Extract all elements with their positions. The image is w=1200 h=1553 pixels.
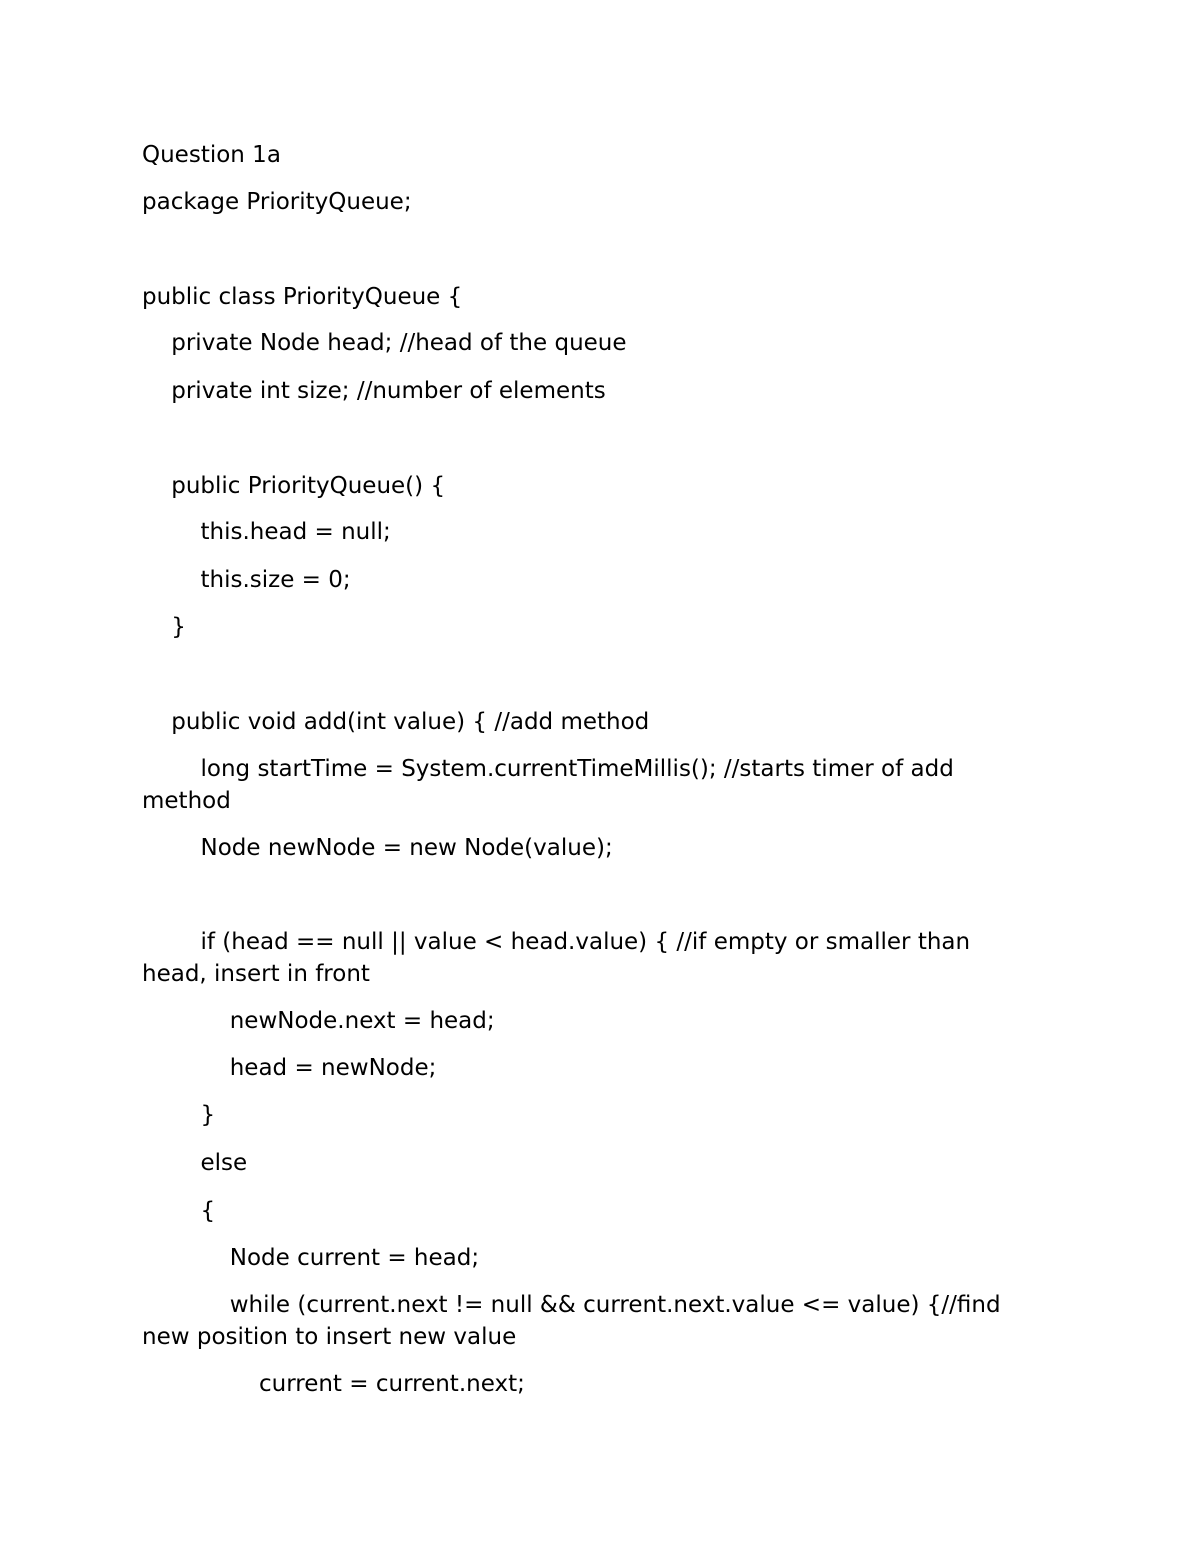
code-line: Node newNode = new Node(value); [142, 835, 613, 861]
code-line: if (head == null || value < head.value) { //if empty or smaller than head, insert in front [142, 929, 978, 987]
code-line: private int size; //number of elements [142, 378, 606, 404]
code-line: long startTime = System.currentTimeMillis(); //starts timer of add method [142, 756, 962, 814]
code-line: public void add(int value) { //add method [142, 709, 650, 735]
code-line: package PriorityQueue; [142, 189, 412, 215]
code-line: newNode.next = head; [142, 1008, 495, 1034]
code-line: } [142, 1102, 216, 1128]
code-line: public class PriorityQueue { [142, 284, 463, 310]
code-line: this.head = null; [142, 519, 391, 545]
code-line: this.size = 0; [142, 567, 351, 593]
code-line: current = current.next; [142, 1371, 525, 1397]
code-line: private Node head; //head of the queue [142, 330, 627, 356]
code-line: public PriorityQueue() { [142, 473, 446, 499]
code-line: Node current = head; [142, 1245, 480, 1271]
code-line: head = newNode; [142, 1055, 437, 1081]
code-line: } [142, 614, 186, 640]
code-line: { [142, 1198, 216, 1224]
code-line: else [142, 1150, 248, 1176]
question-heading: Question 1a [142, 142, 281, 168]
code-line: while (current.next != null && current.next.value <= value) {//find new position to insert new value [142, 1292, 1008, 1350]
